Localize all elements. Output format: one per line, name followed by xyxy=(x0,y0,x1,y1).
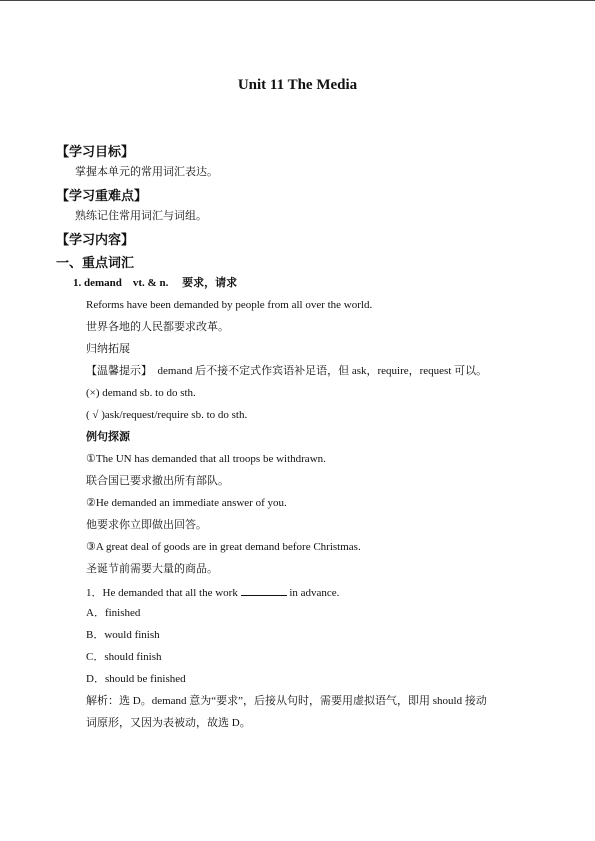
example-chinese: 世界各地的人民都要求改革。 xyxy=(86,321,229,333)
content-heading: 【学习内容】 xyxy=(56,232,135,247)
analysis-line-2: 词原形，又因为表被动，故选 D。 xyxy=(86,717,251,729)
key-points-heading: 【学习重难点】 xyxy=(56,188,148,203)
example-3-chinese: 圣诞节前需要大量的商品。 xyxy=(86,563,218,575)
example-english: Reforms have been demanded by people from all over the world. xyxy=(86,299,373,311)
example-3-english: ③A great deal of goods are in great demand before Christmas. xyxy=(86,541,361,553)
key-points-text: 熟练记住常用词汇与词组。 xyxy=(75,210,207,222)
answer-blank xyxy=(241,586,287,596)
page-title: Unit 11 The Media xyxy=(237,77,358,93)
section-heading: 一、重点词汇 xyxy=(56,255,135,270)
question-1 xyxy=(86,586,339,599)
question-1-text-after: in advance. xyxy=(286,587,340,599)
top-rule xyxy=(0,0,595,1)
option-a: A．finished xyxy=(86,607,141,619)
example-2-english: ②He demanded an immediate answer of you. xyxy=(86,497,287,509)
option-d: D．should be finished xyxy=(86,673,186,685)
example-1-english: ①The UN has demanded that all troops be withdrawn. xyxy=(86,453,326,465)
goals-text: 掌握本单元的常用词汇表达。 xyxy=(75,166,218,178)
entry-heading: 1. demand vt. & n. 要求，请求 xyxy=(73,277,238,289)
option-b: B．would finish xyxy=(86,629,160,641)
goals-heading: 【学习目标】 xyxy=(56,144,135,159)
question-1-text-before: 1．He demanded that all the work xyxy=(86,587,241,599)
option-c: C．should finish xyxy=(86,651,162,663)
right-usage: ( √ )ask/request/require sb. to do sth. xyxy=(86,409,248,421)
summary-label: 归纳拓展 xyxy=(86,343,130,355)
example-1-chinese: 联合国已要求撤出所有部队。 xyxy=(86,475,229,487)
examples-label: 例句探源 xyxy=(86,431,130,443)
analysis-line-1: 解析：选 D。demand 意为“要求”，后接从句时，需要用虚拟语气，即用 should 接动 xyxy=(86,695,487,707)
wrong-usage: (×) demand sb. to do sth. xyxy=(86,387,196,399)
usage-tip: 【温馨提示】 demand 后不接不定式作宾语补足语，但 ask，require，request 可以。 xyxy=(86,365,488,377)
example-2-chinese: 他要求你立即做出回答。 xyxy=(86,519,207,531)
